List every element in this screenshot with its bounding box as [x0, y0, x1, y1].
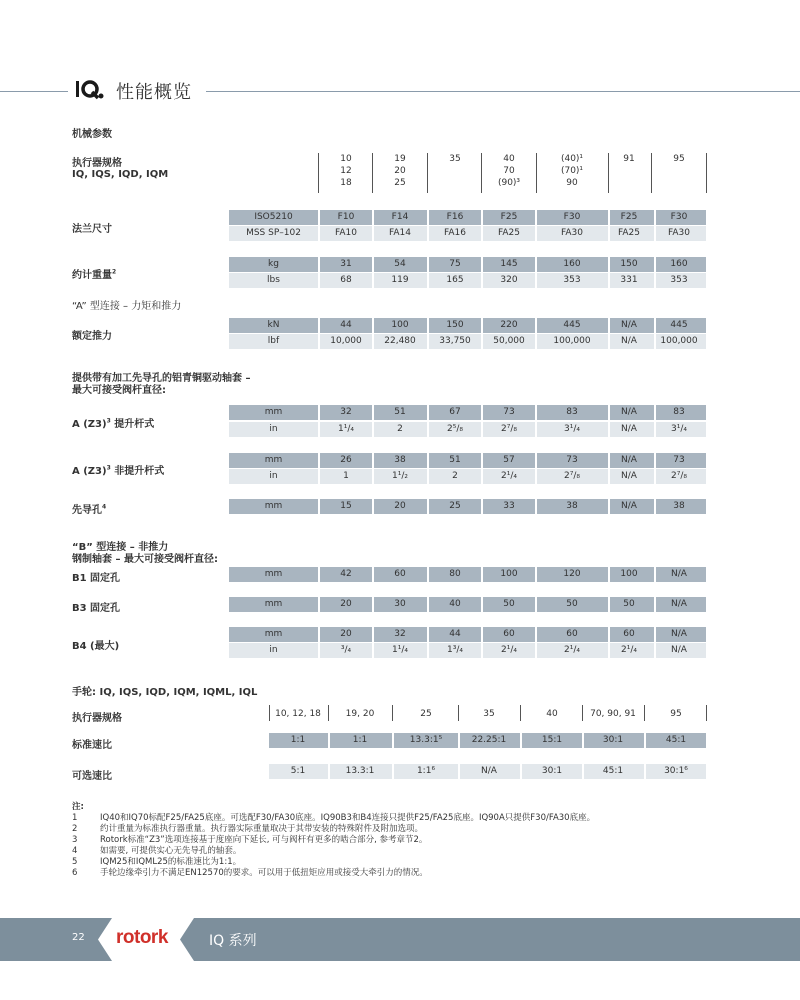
- cell-divider: [644, 733, 646, 748]
- cell-divider: [520, 764, 522, 779]
- bushing-title-1: 提供带有加工先导孔的铝青铜驱动轴套 –: [72, 373, 251, 384]
- size-value: 70: [503, 166, 515, 176]
- a-nonrising-row: [229, 453, 706, 468]
- value-cell: 1³/₄: [447, 645, 463, 655]
- note-text: 如需要, 可提供实心无先导孔的轴套。: [100, 846, 242, 856]
- value-cell: 150: [446, 320, 464, 330]
- value-cell: 2⁷/₈: [501, 424, 517, 434]
- size-value: 10: [340, 154, 352, 164]
- unit-cell: ISO5210: [254, 212, 293, 222]
- value-cell: 1¹/₂: [392, 471, 408, 481]
- unit-cell: kN: [267, 320, 280, 330]
- value-cell: N/A: [671, 569, 687, 579]
- value-cell: 1¹/₄: [338, 424, 354, 434]
- value-cell: F10: [337, 212, 355, 222]
- value-cell: 2¹/₄: [621, 645, 637, 655]
- b4-label: B4 (最大): [72, 641, 120, 652]
- value-cell: 50: [503, 599, 515, 609]
- value-cell: 10,000: [330, 336, 362, 346]
- type-b-title-1: “B” 型连接 – 非推力: [72, 542, 169, 553]
- note-number: 4: [72, 846, 78, 856]
- value-cell: N/A: [621, 501, 637, 511]
- value-cell: 26: [340, 455, 352, 465]
- ratio-cell: N/A: [481, 766, 497, 776]
- value-cell: 75: [449, 259, 461, 269]
- a-nonrising-label: A $(Z3)^3$ 非提升杆式: [72, 464, 165, 477]
- value-cell: N/A: [671, 599, 687, 609]
- unit-cell: mm: [264, 407, 283, 417]
- value-cell: 80: [449, 569, 461, 579]
- value-cell: 50: [623, 599, 635, 609]
- value-cell: 30: [394, 599, 406, 609]
- type-a-title: “A” 型连接 – 力矩和推力: [72, 301, 182, 312]
- notes-list: [72, 813, 595, 879]
- handwheel-size-value: 25: [420, 709, 432, 719]
- value-cell: 3¹/₄: [564, 424, 580, 434]
- value-cell: FA30: [668, 228, 690, 238]
- value-cell: FA10: [335, 228, 357, 238]
- page-title: 性能概览: [116, 82, 192, 103]
- ratio-cell: 45:1: [665, 735, 687, 745]
- value-cell: 100,000: [660, 336, 698, 346]
- series-name: IQ 系列: [209, 933, 257, 949]
- thrust-row: [229, 334, 706, 349]
- unit-cell: mm: [264, 501, 283, 511]
- note-item: [72, 835, 595, 846]
- std-ratio-row: [269, 733, 706, 748]
- unit-cell: lbf: [267, 336, 280, 346]
- handwheel-size-value: 70, 90, 91: [590, 709, 636, 719]
- value-cell: N/A: [621, 320, 637, 330]
- value-cell: N/A: [621, 455, 637, 465]
- value-cell: 38: [566, 501, 578, 511]
- flange-row: [229, 226, 706, 241]
- value-cell: 60: [394, 569, 406, 579]
- size-value: 20: [394, 166, 406, 176]
- unit-cell: in: [269, 471, 278, 481]
- value-cell: 73: [566, 455, 578, 465]
- value-cell: N/A: [621, 336, 637, 346]
- value-cell: 60: [566, 629, 578, 639]
- value-cell: F30: [563, 212, 581, 222]
- value-cell: 220: [500, 320, 518, 330]
- value-cell: 2⁵/₈: [447, 424, 463, 434]
- value-cell: 120: [563, 569, 581, 579]
- value-cell: F16: [446, 212, 464, 222]
- note-item: [72, 857, 595, 868]
- size-value: 25: [394, 178, 406, 188]
- value-cell: 331: [620, 275, 638, 285]
- value-cell: 2⁷/₈: [564, 471, 580, 481]
- header-rule-left: [0, 91, 68, 92]
- value-cell: 119: [391, 275, 409, 285]
- handwheel-size-value: 10, 12, 18: [275, 709, 321, 719]
- ratio-cell: 1:1: [352, 735, 368, 745]
- cell-divider: [328, 764, 330, 779]
- iq3-logo: [76, 79, 104, 101]
- value-cell: 60: [503, 629, 515, 639]
- value-cell: 50: [566, 599, 578, 609]
- value-cell: 32: [340, 407, 352, 417]
- opt-ratio-row: [269, 764, 706, 779]
- cell-divider: [328, 733, 330, 748]
- cell-divider: [644, 764, 646, 779]
- value-cell: 160: [670, 259, 688, 269]
- value-cell: N/A: [621, 407, 637, 417]
- value-cell: FA30: [561, 228, 583, 238]
- value-cell: 57: [503, 455, 515, 465]
- size-value: (70)¹: [560, 166, 584, 176]
- ratio-cell: 30:1⁶: [664, 766, 688, 776]
- value-cell: 145: [500, 259, 518, 269]
- note-text: IQ40和IQ70标配F25/FA25底座。可选配F30/FA30底座。IQ90B3和B4连接只提供F25/FA25底座。IQ90A只提供F30/FA30底座。: [100, 813, 596, 823]
- value-cell: 100: [620, 569, 638, 579]
- size-value: 91: [623, 154, 635, 164]
- ratio-cell: 5:1: [290, 766, 306, 776]
- handwheel-size-value: 19, 20: [345, 709, 375, 719]
- note-number: 6: [72, 868, 78, 878]
- footer-bar: [0, 918, 800, 961]
- value-cell: F30: [670, 212, 688, 222]
- cell-divider: [392, 764, 394, 779]
- ratio-cell: 15:1: [541, 735, 563, 745]
- cell-divider: [520, 733, 522, 748]
- opt-ratio-label: 可选速比: [72, 771, 112, 782]
- thrust-row: [229, 318, 706, 333]
- note-text: 手轮边缘牵引力不满足EN12570的要求。可以用于低扭矩应用或接受大牵引力的情况。: [100, 868, 428, 878]
- note-text: 约计重量为标准执行器重量。执行器实际重量取决于其带安装的特殊附件及附加选项。: [100, 824, 424, 834]
- value-cell: FA25: [498, 228, 520, 238]
- value-cell: N/A: [671, 629, 687, 639]
- value-cell: 165: [446, 275, 464, 285]
- ratio-cell: 1:1⁶: [416, 766, 436, 776]
- size-value: 19: [394, 154, 406, 164]
- size-value: (40)¹: [560, 154, 584, 164]
- b4-row: [229, 643, 706, 658]
- weight-label: 约计重量$^2$: [72, 268, 117, 281]
- actuator-size-models: IQ, IQS, IQD, IQM: [72, 169, 169, 180]
- pilot-label: 先导孔$^4$: [72, 503, 107, 516]
- value-cell: 2¹/₄: [501, 471, 517, 481]
- value-cell: 100: [391, 320, 409, 330]
- value-cell: 44: [449, 629, 461, 639]
- note-item: [72, 846, 595, 857]
- unit-cell: lbs: [267, 275, 280, 285]
- value-cell: 54: [394, 259, 406, 269]
- note-number: 2: [72, 824, 78, 834]
- value-cell: 100,000: [553, 336, 591, 346]
- a-nonrising-row: [229, 469, 706, 484]
- ratio-cell: 22.25:1: [471, 735, 507, 745]
- value-cell: 20: [340, 629, 352, 639]
- value-cell: 31: [340, 259, 352, 269]
- value-cell: 353: [563, 275, 581, 285]
- value-cell: 67: [449, 407, 461, 417]
- page-number: 22: [72, 932, 85, 943]
- value-cell: FA25: [618, 228, 640, 238]
- ratio-cell: 13.3:1: [345, 766, 375, 776]
- notes-title: 注:: [72, 802, 84, 812]
- value-cell: 3¹/₄: [671, 424, 687, 434]
- unit-cell: MSS SP–102: [246, 228, 301, 238]
- value-cell: F25: [500, 212, 518, 222]
- weight-row: [229, 273, 706, 288]
- unit-cell: mm: [264, 629, 283, 639]
- value-cell: 33: [503, 501, 515, 511]
- flange-row: [229, 210, 706, 225]
- notes: [72, 802, 595, 879]
- size-value: 90: [566, 178, 578, 188]
- value-cell: FA14: [389, 228, 411, 238]
- value-cell: 2: [397, 424, 403, 434]
- a-rising-row: [229, 405, 706, 420]
- handwheel-size-label: 执行器规格: [72, 713, 122, 724]
- section-title: 机械参数: [72, 129, 112, 140]
- unit-cell: mm: [264, 455, 283, 465]
- size-value: 35: [449, 154, 461, 164]
- value-cell: 15: [340, 501, 352, 511]
- b1-label: B1 固定孔: [72, 573, 121, 584]
- value-cell: 83: [566, 407, 578, 417]
- unit-cell: in: [269, 424, 278, 434]
- value-cell: 25: [449, 501, 461, 511]
- value-cell: 83: [673, 407, 685, 417]
- header-rule-right: [206, 91, 800, 92]
- handwheel-size-value: 35: [483, 709, 495, 719]
- b3-row: [229, 597, 706, 612]
- ratio-cell: 1:1: [290, 735, 306, 745]
- value-cell: 50,000: [493, 336, 525, 346]
- value-cell: F25: [620, 212, 638, 222]
- type-b-title-2: 钢制轴套 – 最大可接受阀杆直径:: [72, 554, 218, 565]
- unit-cell: in: [269, 645, 278, 655]
- value-cell: 44: [340, 320, 352, 330]
- b1-row: [229, 567, 706, 582]
- value-cell: 320: [500, 275, 518, 285]
- a-rising-row: [229, 422, 706, 437]
- a-rising-label: A $(Z3)^3$ 提升杆式: [72, 417, 155, 430]
- std-ratio-label: 标准速比: [72, 740, 112, 751]
- value-cell: 2: [452, 471, 458, 481]
- value-cell: N/A: [621, 471, 637, 481]
- value-cell: 353: [670, 275, 688, 285]
- value-cell: 38: [394, 455, 406, 465]
- size-value: 40: [503, 154, 515, 164]
- value-cell: F14: [391, 212, 409, 222]
- b3-label: B3 固定孔: [72, 603, 121, 614]
- value-cell: 160: [563, 259, 581, 269]
- value-cell: 22,480: [384, 336, 416, 346]
- size-value: 12: [340, 166, 352, 176]
- value-cell: N/A: [621, 424, 637, 434]
- unit-cell: kg: [268, 259, 279, 269]
- note-number: 5: [72, 857, 78, 867]
- ratio-cell: 13.3:1⁵: [409, 735, 443, 745]
- flange-label: 法兰尺寸: [72, 224, 112, 235]
- value-cell: 73: [503, 407, 515, 417]
- value-cell: N/A: [671, 645, 687, 655]
- bushing-title-2: 最大可接受阀杆直径:: [72, 385, 166, 396]
- note-text: Rotork标准“Z3”选项连接基于度座向下延长, 可与阀杆有更多的啮合部分, 参考章节2。: [100, 835, 428, 845]
- note-number: 3: [72, 835, 78, 845]
- note-number: 1: [72, 813, 78, 823]
- value-cell: 33,750: [439, 336, 471, 346]
- note-item: [72, 813, 595, 824]
- value-cell: 2⁷/₈: [671, 471, 687, 481]
- value-cell: 445: [670, 320, 688, 330]
- handwheel-size-value: 40: [546, 709, 558, 719]
- column-divider: [392, 705, 393, 721]
- note-item: [72, 868, 595, 879]
- value-cell: 1: [343, 471, 349, 481]
- ratio-cell: 45:1: [602, 766, 624, 776]
- actuator-size-label: 执行器规格: [72, 158, 122, 169]
- rotork-logo: rotork: [116, 927, 168, 948]
- size-value: 18: [340, 178, 352, 188]
- value-cell: 40: [449, 599, 461, 609]
- note-item: [72, 824, 595, 835]
- unit-cell: mm: [264, 569, 283, 579]
- pilot-row: [229, 499, 706, 514]
- weight-row: [229, 257, 706, 272]
- note-text: IQM25和IQML25的标准速比为1:1。: [100, 857, 242, 867]
- value-cell: 32: [394, 629, 406, 639]
- value-cell: 73: [673, 455, 685, 465]
- value-cell: 1¹/₄: [392, 645, 408, 655]
- value-cell: 2¹/₄: [564, 645, 580, 655]
- value-cell: FA16: [444, 228, 466, 238]
- value-cell: 20: [340, 599, 352, 609]
- value-cell: 445: [563, 320, 581, 330]
- value-cell: ³/₄: [340, 645, 352, 655]
- handwheel-title: 手轮: IQ, IQS, IQD, IQM, IQML, IQL: [72, 687, 258, 698]
- ratio-cell: 30:1: [602, 735, 624, 745]
- cell-divider: [392, 733, 394, 748]
- value-cell: 100: [500, 569, 518, 579]
- size-value: 95: [673, 154, 685, 164]
- value-cell: 2¹/₄: [501, 645, 517, 655]
- unit-cell: mm: [264, 599, 283, 609]
- value-cell: 60: [623, 629, 635, 639]
- value-cell: 51: [449, 455, 461, 465]
- value-cell: 38: [673, 501, 685, 511]
- value-cell: 150: [620, 259, 638, 269]
- value-cell: 51: [394, 407, 406, 417]
- b4-row: [229, 627, 706, 642]
- value-cell: 68: [340, 275, 352, 285]
- handwheel-size-value: 95: [670, 709, 682, 719]
- ratio-cell: 30:1: [541, 766, 563, 776]
- thrust-label: 额定推力: [72, 331, 112, 342]
- size-value: (90)³: [497, 178, 521, 188]
- value-cell: 42: [340, 569, 352, 579]
- value-cell: 20: [394, 501, 406, 511]
